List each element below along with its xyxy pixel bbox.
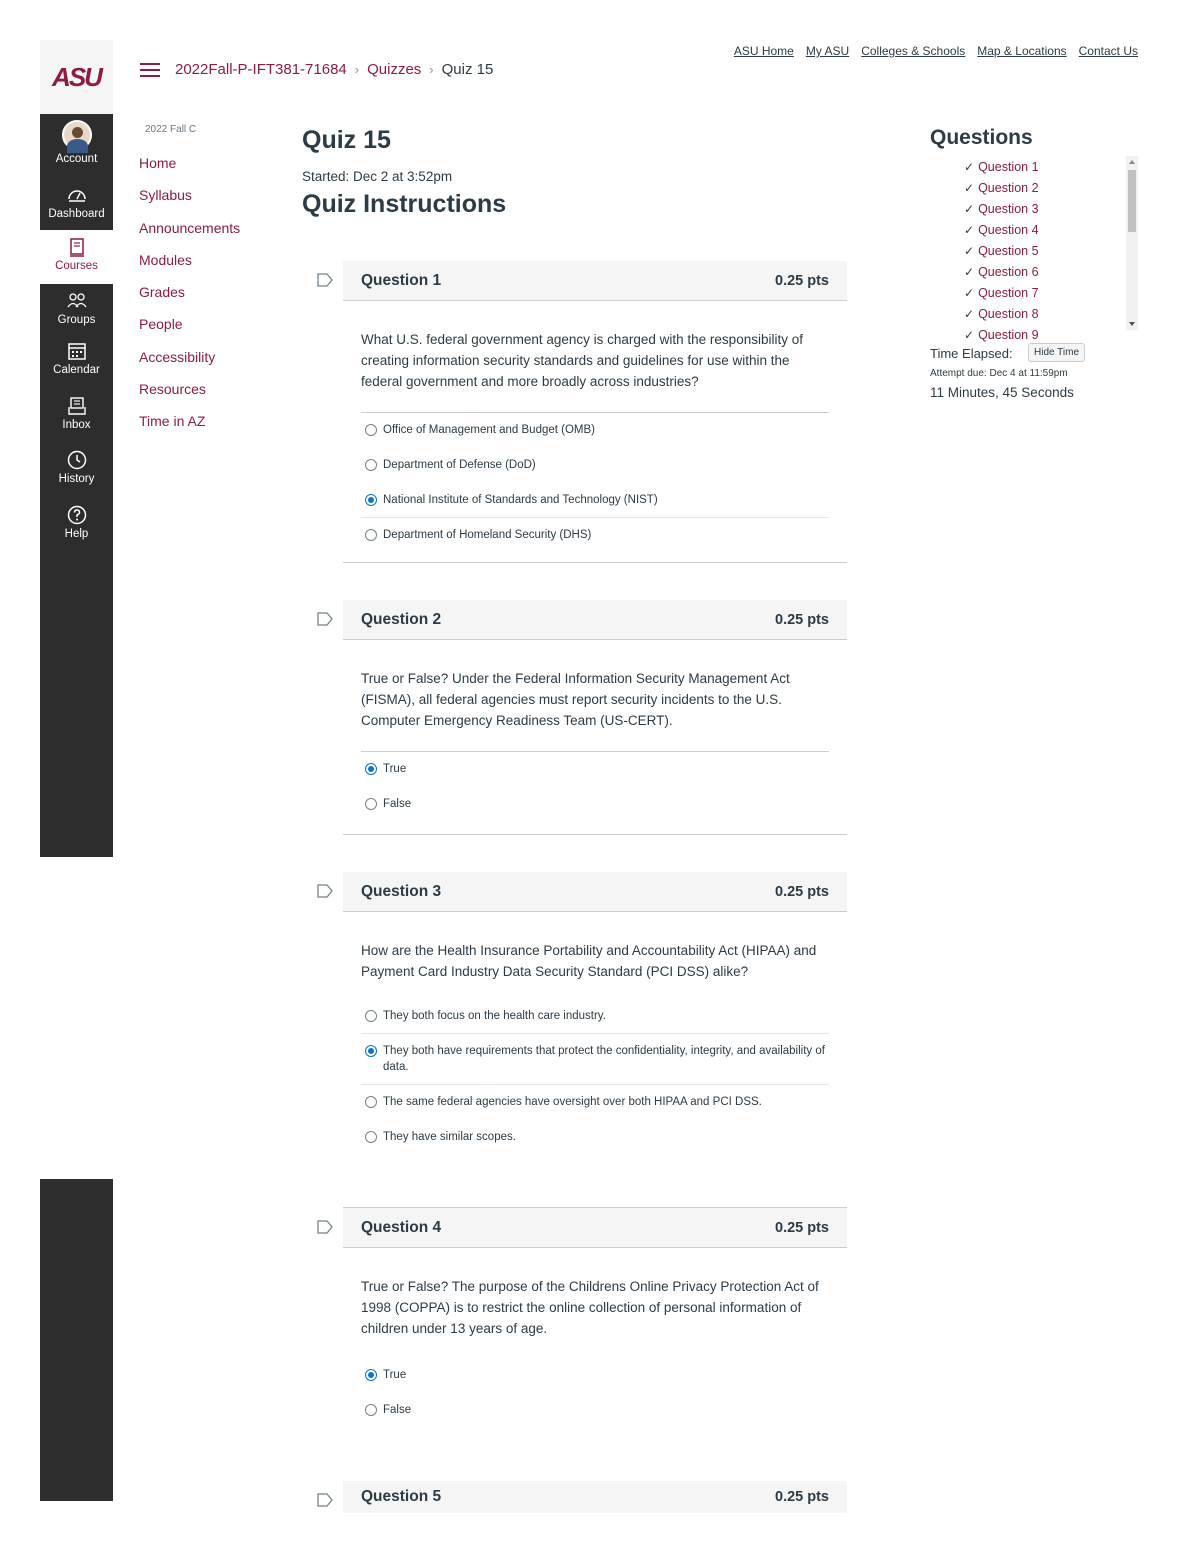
attempt-due: Attempt due: Dec 4 at 11:59pm — [930, 368, 1068, 379]
flag-question-icon[interactable] — [317, 1220, 333, 1234]
sidebar-question-label: Question 2 — [978, 180, 1039, 195]
radio-button-selected[interactable] — [365, 1369, 377, 1381]
sidebar-question-label: Question 6 — [978, 265, 1039, 280]
help-icon — [66, 504, 88, 526]
sidebar-question-label: Question 1 — [978, 159, 1039, 174]
answer-text: True — [383, 763, 407, 775]
link-map-locations[interactable]: Map & Locations — [977, 44, 1067, 58]
radio-button[interactable] — [365, 529, 377, 541]
question-divider — [343, 834, 847, 835]
asu-logo[interactable] — [40, 40, 113, 114]
sidebar-question-link[interactable] — [964, 261, 1129, 282]
scroll-up-icon[interactable] — [1129, 160, 1135, 164]
course-nav-home[interactable]: Home — [139, 155, 177, 171]
check-icon: ✓ — [964, 265, 975, 280]
question-header — [343, 261, 847, 301]
check-icon: ✓ — [964, 243, 975, 258]
answer-list — [361, 751, 829, 821]
question-points: 0.25 pts — [775, 883, 829, 900]
course-nav-people[interactable]: People — [139, 316, 183, 333]
radio-button[interactable] — [365, 1131, 377, 1143]
answer-option[interactable] — [361, 482, 829, 517]
flag-question-icon[interactable] — [317, 612, 333, 626]
answer-option[interactable] — [361, 517, 829, 552]
radio-button[interactable] — [365, 1404, 377, 1416]
top-links — [734, 44, 1138, 58]
answer-text: True — [383, 1369, 407, 1381]
global-nav-label: History — [58, 473, 95, 485]
answer-text: Department of Homeland Security (DHS) — [383, 529, 592, 541]
question-1 — [343, 261, 847, 552]
question-points: 0.25 pts — [775, 1219, 829, 1236]
time-elapsed-value: 11 Minutes, 45 Seconds — [930, 385, 1074, 400]
check-icon: ✓ — [964, 328, 975, 343]
answer-option[interactable] — [361, 412, 829, 447]
radio-button[interactable] — [365, 798, 377, 810]
question-header — [343, 1481, 847, 1513]
answer-text: They have similar scopes. — [383, 1131, 516, 1143]
global-nav-account[interactable] — [40, 120, 113, 172]
question-header — [343, 872, 847, 912]
calendar-icon — [66, 340, 88, 362]
question-divider — [343, 562, 847, 563]
sidebar-question-link[interactable] — [964, 219, 1129, 240]
sidebar-question-label: Question 9 — [978, 328, 1039, 343]
course-term: 2022 Fall C — [145, 124, 197, 135]
flag-question-icon[interactable] — [317, 273, 333, 287]
flag-question-icon[interactable] — [317, 1493, 333, 1507]
answer-list — [361, 1357, 829, 1427]
history-icon — [66, 449, 88, 471]
course-nav-accessibility[interactable]: Accessibility — [139, 348, 216, 365]
link-colleges-schools[interactable]: Colleges & Schools — [861, 44, 966, 58]
chevron-right-icon: › — [429, 62, 434, 77]
check-icon: ✓ — [964, 159, 975, 174]
global-nav-history[interactable] — [40, 449, 113, 495]
radio-button[interactable] — [365, 424, 377, 436]
sidebar-question-link[interactable] — [964, 177, 1129, 198]
radio-button-selected[interactable] — [365, 763, 377, 775]
question-points: 0.25 pts — [775, 272, 829, 289]
course-nav — [139, 155, 240, 446]
global-nav-label: Dashboard — [48, 208, 105, 220]
question-points: 0.25 pts — [775, 611, 829, 628]
logo-text: ASU — [52, 61, 101, 92]
answer-text: They both have requirements that protect the confidentiality, integrity, and availability of data. — [383, 1045, 825, 1073]
hide-time-button[interactable]: Hide Time — [1028, 343, 1085, 362]
inbox-icon — [66, 395, 88, 417]
radio-button[interactable] — [365, 1010, 377, 1022]
courses-icon — [66, 236, 88, 258]
question-text: What U.S. federal government agency is charged with the responsibility of creating information security standards and guidelines for use within the federal government and more broadly across industries? — [361, 332, 803, 389]
chevron-right-icon: › — [354, 62, 360, 77]
dashboard-icon — [66, 184, 88, 206]
answer-option[interactable] — [361, 998, 829, 1033]
answer-option[interactable] — [361, 751, 829, 786]
question-divider — [343, 1207, 847, 1208]
check-icon: ✓ — [964, 286, 975, 301]
global-nav-calendar[interactable] — [40, 340, 113, 386]
hamburger-menu-icon[interactable] — [140, 63, 160, 77]
sidebar-question-link[interactable] — [964, 156, 1129, 177]
link-my-asu[interactable]: My ASU — [805, 44, 850, 58]
global-nav-groups[interactable] — [40, 290, 113, 336]
scrollbar-thumb[interactable] — [1128, 170, 1136, 232]
sidebar-question-label: Question 7 — [978, 286, 1039, 301]
answer-text: Office of Management and Budget (OMB) — [383, 424, 596, 436]
answer-option[interactable] — [361, 1084, 829, 1119]
answer-option[interactable] — [361, 447, 829, 482]
course-nav-grades[interactable]: Grades — [139, 284, 185, 301]
started-time: Started: Dec 2 at 3:52pm — [302, 169, 453, 184]
sidebar-question-label: Question 4 — [978, 222, 1039, 237]
question-name: Question 2 — [361, 610, 442, 628]
answer-text: The same federal agencies have oversight over both HIPAA and PCI DSS. — [383, 1096, 762, 1108]
answer-option[interactable] — [361, 786, 829, 821]
breadcrumb-quizzes[interactable]: Quizzes — [367, 61, 422, 78]
question-name: Question 5 — [361, 1488, 442, 1505]
global-nav-inbox[interactable] — [40, 395, 113, 441]
answer-text: They both focus on the health care industry. — [383, 1010, 606, 1022]
question-text: How are the Health Insurance Portability and Accountability Act (HIPAA) and Payment Card Industry Data Security Standard (PCI DSS) alike? — [361, 943, 817, 979]
check-icon: ✓ — [964, 222, 975, 237]
questions-sidebar-title: Questions — [930, 126, 1033, 149]
quiz-instructions-heading: Quiz Instructions — [302, 190, 507, 218]
global-nav-help[interactable] — [40, 504, 113, 550]
avatar — [62, 120, 92, 150]
radio-button-selected[interactable] — [365, 1045, 377, 1057]
answer-list — [361, 998, 829, 1154]
radio-button[interactable] — [365, 1096, 377, 1108]
answer-text: Department of Defense (DoD) — [383, 459, 536, 471]
question-name: Question 1 — [361, 271, 442, 289]
global-nav-label: Calendar — [53, 364, 100, 376]
answer-option[interactable] — [361, 1357, 829, 1392]
question-header — [343, 1208, 847, 1248]
answer-text: False — [383, 798, 412, 810]
link-asu-home[interactable]: ASU Home — [733, 44, 794, 58]
breadcrumb-current: Quiz 15 — [441, 61, 494, 78]
global-nav-label: Groups — [57, 314, 96, 326]
questions-scrollbar[interactable] — [1126, 156, 1138, 330]
sidebar-question-link[interactable] — [964, 240, 1129, 261]
breadcrumb — [175, 61, 493, 78]
check-icon: ✓ — [964, 201, 975, 216]
global-nav-label: Account — [55, 153, 98, 165]
sidebar-question-link[interactable] — [964, 304, 1129, 325]
sidebar-question-label: Question 3 — [978, 201, 1039, 216]
question-2 — [343, 600, 847, 821]
answer-list — [361, 412, 829, 552]
check-icon: ✓ — [964, 307, 975, 322]
groups-icon — [66, 290, 88, 312]
global-nav-courses[interactable] — [40, 230, 113, 284]
course-nav-syllabus[interactable]: Syllabus — [139, 187, 192, 204]
question-3 — [343, 872, 847, 1154]
global-nav-label: Help — [64, 528, 89, 540]
global-nav-dashboard[interactable] — [40, 184, 113, 230]
page-title: Quiz 15 — [302, 126, 391, 154]
time-elapsed-label: Time Elapsed: — [930, 346, 1013, 361]
course-nav-resources[interactable]: Resources — [139, 381, 206, 398]
answer-text: False — [383, 1404, 412, 1416]
global-nav-label: Inbox — [62, 419, 91, 431]
global-nav-label: Courses — [55, 260, 98, 272]
scroll-down-icon[interactable] — [1129, 322, 1135, 326]
radio-button-selected[interactable] — [365, 494, 377, 506]
course-nav-announcements[interactable]: Announcements — [139, 219, 241, 236]
course-nav-time-in-az[interactable]: Time in AZ — [139, 413, 206, 430]
answer-option[interactable] — [361, 1392, 829, 1427]
question-points: 0.25 pts — [775, 1489, 829, 1505]
flag-question-icon[interactable] — [317, 884, 333, 898]
sidebar-question-label: Question 5 — [978, 243, 1039, 258]
radio-button[interactable] — [365, 459, 377, 471]
question-4 — [343, 1208, 847, 1427]
question-text: True or False? The purpose of the Childrens Online Privacy Protection Act of 1998 (COPPA) is to restrict the online collection of personal information of children under 13 years of age. — [361, 1279, 819, 1336]
global-nav-extension — [40, 1179, 113, 1501]
answer-option[interactable] — [361, 1033, 829, 1084]
question-name: Question 3 — [361, 882, 442, 900]
link-contact-us[interactable]: Contact Us — [1078, 44, 1138, 58]
question-text: True or False? Under the Federal Information Security Management Act (FISMA), all federal agencies must report security incidents to the U.S. Computer Emergency Readiness Team (US-CERT). — [361, 671, 790, 728]
breadcrumb-course[interactable]: 2022Fall-P-IFT381-71684 — [175, 61, 347, 78]
questions-sidebar-list — [964, 156, 1129, 343]
answer-text: National Institute of Standards and Technology (NIST) — [383, 494, 658, 506]
question-header — [343, 600, 847, 640]
sidebar-question-label: Question 8 — [978, 307, 1039, 322]
check-icon: ✓ — [964, 180, 975, 195]
answer-option[interactable] — [361, 1119, 829, 1154]
sidebar-question-link[interactable] — [964, 198, 1129, 219]
sidebar-question-link[interactable] — [964, 283, 1129, 304]
question-name: Question 4 — [361, 1218, 442, 1236]
question-5 — [343, 1481, 847, 1513]
course-nav-modules[interactable]: Modules — [139, 251, 192, 268]
